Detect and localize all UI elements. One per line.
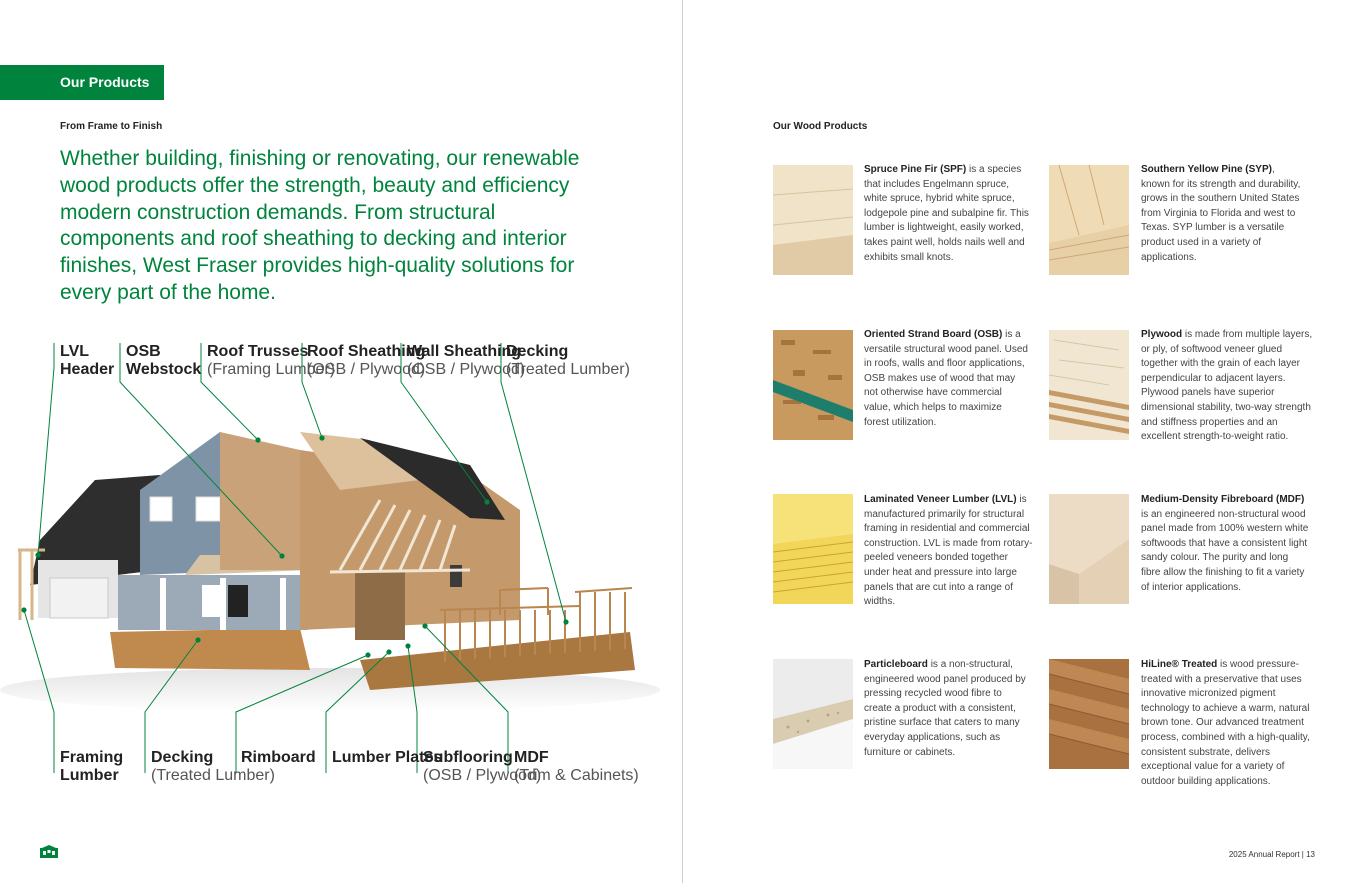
product-lvl-text: Laminated Veneer Lumber (LVL) is manufactured primarily for structural framing in residential and commercial construction. LVL is made from rotary-peeled veneers bonded together under heat and pressure into large panels that are cut into a range of widths. [864, 494, 1033, 608]
headline: Whether building, finishing or renovating, our renewable wood products offer the strength, beauty and efficiency modern construction demands. From structural components and roof sheathing to decking and interior finishes, West Fraser provides high-quality solutions for every part of the home. [60, 147, 580, 304]
section-banner: Our Products [0, 65, 164, 100]
product-particleboard-text: Particleboard is a non-structural, engineered wood panel produced by pressing recycled wood fibre to create a product with a consistent, pristine surface that caters to many everyday applications, such as furniture or cabinets. [864, 659, 1026, 758]
label-decking-bottom: Decking (Treated Lumber) [151, 749, 275, 784]
osb-image [773, 330, 853, 440]
product-spf-text: Spruce Pine Fir (SPF) is a species that includes Engelmann spruce, white spruce, hybrid white spruce, lodgepole pine and subalpine fir. This lumber is lightweight, easily worked, takes paint well, holds nails well and exhibits small knots. [864, 164, 1029, 263]
label-roof-trusses: Roof Trusses (Framing Lumber) [207, 343, 336, 378]
label-mdf: MDF (Trim & Cabinets) [514, 749, 639, 784]
label-subflooring: Subflooring (OSB / Plywood) [423, 749, 542, 784]
label-lumber-plates: Lumber Plates [332, 749, 443, 766]
plywood-image [1049, 330, 1129, 440]
mdf-image [1049, 494, 1129, 604]
right-eyebrow: Our Wood Products [773, 121, 868, 132]
label-lvl-header: LVL Header [60, 343, 115, 378]
spf-lumber-image [773, 165, 853, 275]
lvl-image [773, 494, 853, 604]
product-osb-text: Oriented Strand Board (OSB) is a versatile structural wood panel. Used in roofs, walls and floor applications, OSB makes use of wood that may not otherwise have commercial value, which helps to maximize forest utilization. [864, 329, 1028, 428]
label-framing-lumber: Framing Lumber [60, 749, 124, 784]
page-footer: 2025 Annual Report | 13 [1228, 850, 1315, 859]
hiline-treated-image [1049, 659, 1129, 769]
particleboard-image [773, 659, 853, 769]
product-mdf-text: Medium-Density Fibreboard (MDF) is an engineered non-structural wood panel made from 100% western white softwoods that have a consistent light sandy colour. The purity and long fibre allow the finishing to fit a variety of interior applications. [1141, 494, 1309, 593]
label-decking-top: Decking (Treated Lumber) [506, 343, 630, 378]
product-syp-text: Southern Yellow Pine (SYP), known for its strength and durability, grows in the southern United States from Virginia to Florida and west to Texas. SYP lumber is a versatile product used in a variety of applications. [1141, 164, 1301, 263]
house-illustration [0, 370, 682, 750]
label-wall-sheathing: Wall Sheathing (OSB / Plywood) [407, 343, 526, 378]
page-divider [682, 0, 683, 883]
product-hiline-text: HiLine® Treated is wood pressure-treated with a preservative that uses innovative micronized pigment technology to achieve a warm, natural brown tone. Our advanced treatment process, combined with a high-quality, consistent substrate, delivers exceptional value for a variety of outdoor building applications. [1141, 659, 1310, 787]
syp-lumber-image [1049, 165, 1129, 275]
product-plywood-text: Plywood is made from multiple layers, or ply, of softwood veneer glued together with the grain of each layer perpendicular to adjacent layers. Plywood panels have superior dimensional stability, two-way strength and stiffness properties and an excellent strength-to-weight ratio. [1141, 329, 1313, 443]
label-rimboard: Rimboard [241, 749, 316, 766]
company-logo-icon [40, 845, 58, 858]
left-eyebrow: From Frame to Finish [60, 121, 163, 132]
label-osb-webstock: OSB Webstock [126, 343, 202, 378]
label-roof-sheathing: Roof Sheathing (OSB / Plywood) [307, 343, 426, 378]
